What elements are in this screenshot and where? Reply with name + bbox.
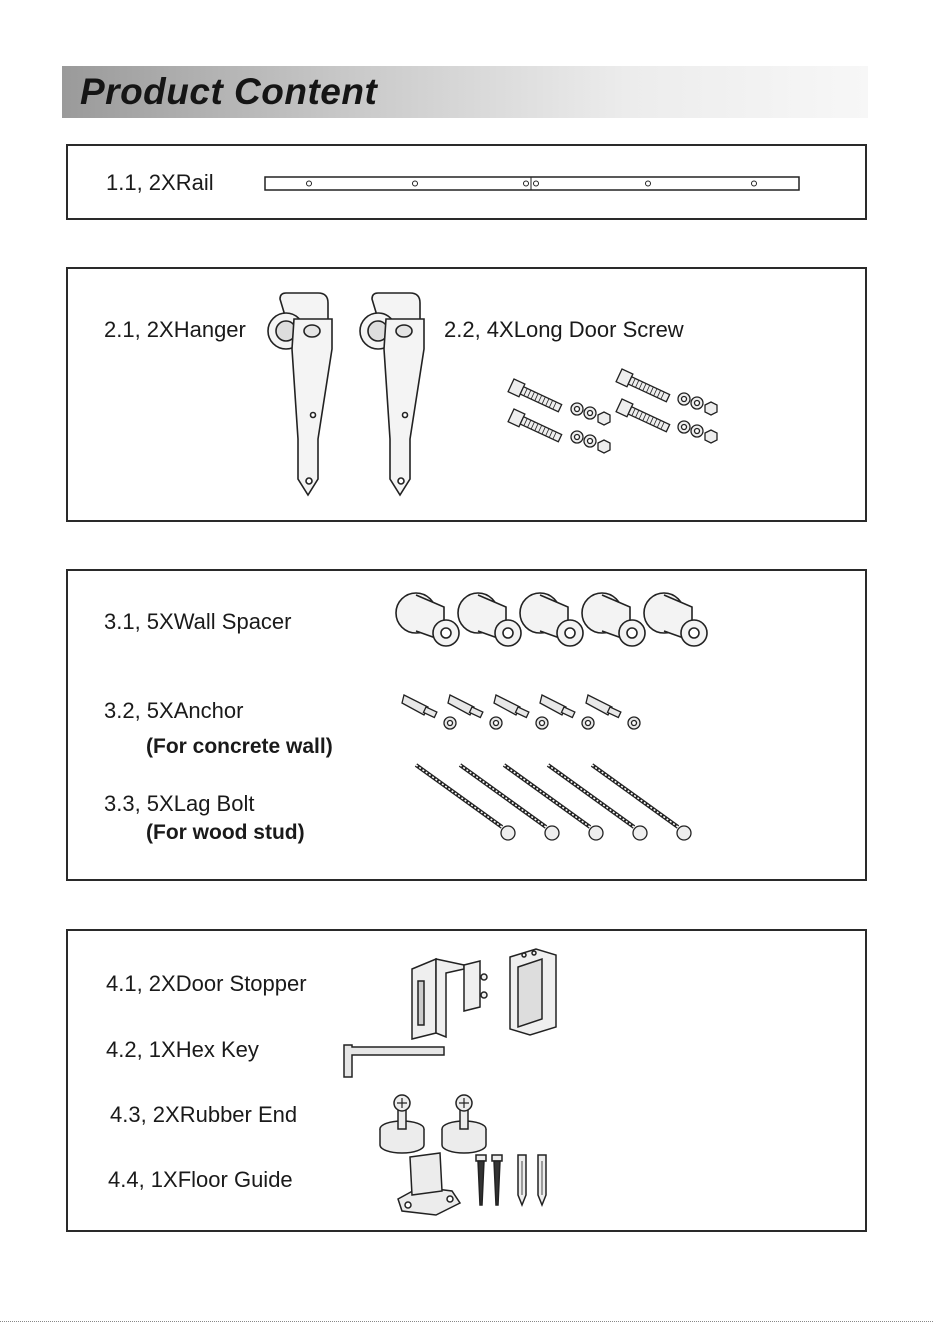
anchor-icon	[402, 689, 662, 739]
hanger-label: 2.1, 2XHanger	[104, 317, 246, 342]
rubber-end-label: 4.3, 2XRubber End	[110, 1102, 298, 1127]
floor-guide-label: 4.4, 1XFloor Guide	[108, 1167, 293, 1192]
anchor-note: (For concrete wall)	[146, 735, 333, 758]
anchor-label: 3.2, 5XAnchor	[104, 698, 244, 723]
wall-spacer-icon	[394, 585, 714, 655]
rail-label: 1.1, 2XRail	[106, 170, 214, 195]
section-stopper-key-rubber-guide	[66, 929, 867, 1232]
section-rail	[66, 144, 867, 220]
hex-key-icon	[340, 1041, 460, 1081]
hanger-icon	[258, 289, 458, 509]
lag-bolt-icon	[412, 761, 712, 851]
section-hanger-screw	[66, 267, 867, 522]
floor-guide-icon	[390, 1151, 590, 1221]
section-spacer-anchor-bolt	[66, 569, 867, 881]
rail-icon	[264, 174, 804, 194]
lag-bolt-note: (For wood stud)	[146, 821, 305, 844]
lag-bolt-label: 3.3, 5XLag Bolt	[104, 791, 255, 816]
page-title: Product Content	[80, 71, 378, 112]
door-stopper-label: 4.1, 2XDoor Stopper	[106, 971, 307, 996]
wall-spacer-label: 3.1, 5XWall Spacer	[104, 609, 292, 634]
long-door-screw-icon	[514, 369, 754, 469]
page-bottom-rule	[0, 1321, 933, 1322]
page-header	[62, 66, 868, 118]
screw-label: 2.2, 4XLong Door Screw	[444, 317, 684, 342]
hex-key-label: 4.2, 1XHex Key	[106, 1037, 259, 1062]
